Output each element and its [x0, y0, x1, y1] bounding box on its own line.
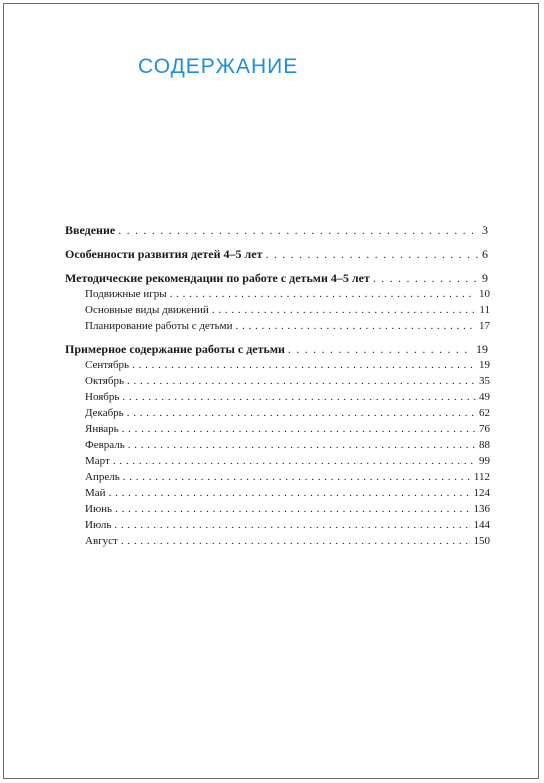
toc-page-number: 124 [473, 487, 490, 499]
dot-leader [127, 373, 476, 389]
toc-page-number: 150 [473, 535, 490, 547]
toc-page-number: 3 [482, 223, 488, 237]
toc-subentry-february[interactable] [65, 437, 490, 453]
toc-subentry-june[interactable] [65, 501, 490, 517]
toc-subentry-outdoor-games[interactable] [65, 286, 490, 302]
dot-leader [132, 357, 476, 373]
toc-page-number: 9 [482, 271, 488, 285]
dot-leader [113, 453, 476, 469]
toc-page-number: 17 [479, 320, 490, 332]
toc-entry-methodical-recommendations[interactable] [65, 270, 490, 286]
toc-page-number: 99 [479, 455, 490, 467]
toc-entry-label: Октябрь [85, 375, 124, 387]
toc-subentry-october[interactable] [65, 373, 490, 389]
toc-subentry-march[interactable] [65, 453, 490, 469]
toc-entry-label: Ноябрь [85, 391, 120, 403]
toc-entry-label: Июнь [85, 503, 113, 515]
toc-page-number: 88 [479, 439, 490, 451]
toc-entry-label: Май [85, 487, 106, 499]
toc-entry-label: Методические рекомендации по работе с детьми 4–5 лет [65, 271, 370, 285]
toc-entry-sample-content[interactable] [65, 341, 490, 357]
dot-leader [373, 270, 479, 286]
toc-entry-label: Планирование работы с детьми [85, 320, 233, 332]
dot-leader [122, 421, 476, 437]
dot-leader [288, 341, 473, 357]
dot-leader [109, 485, 471, 501]
toc-entry-label: Март [85, 455, 110, 467]
toc-entry-label: Примерное содержание работы с детьми [65, 342, 285, 356]
toc-page-number: 6 [482, 247, 488, 261]
toc-entry-label: Введение [65, 223, 116, 237]
toc-subentry-planning[interactable] [65, 318, 490, 334]
toc-entry-label: Январь [85, 423, 119, 435]
toc-subentry-september[interactable] [65, 357, 490, 373]
toc-subentry-december[interactable] [65, 405, 490, 421]
toc-subentry-april[interactable] [65, 469, 490, 485]
toc-entry-introduction[interactable] [65, 222, 490, 238]
toc-subentry-november[interactable] [65, 389, 490, 405]
toc-entry-label: Сентябрь [85, 359, 130, 371]
toc-page-number: 10 [479, 288, 490, 300]
toc-page-number: 19 [479, 359, 490, 371]
toc-page-number: 11 [479, 304, 490, 316]
dot-leader [123, 469, 471, 485]
dot-leader [114, 517, 470, 533]
toc-entry-label: Особенности развития детей 4–5 лет [65, 247, 263, 261]
toc-entry-label: Февраль [85, 439, 125, 451]
toc-subentry-august[interactable] [65, 533, 490, 549]
dot-leader [122, 389, 476, 405]
toc-page-number: 62 [479, 407, 490, 419]
page-title: СОДЕРЖАНИЕ [138, 55, 299, 78]
toc-entry-development-features[interactable] [65, 246, 490, 262]
toc-page-number: 136 [473, 503, 490, 515]
toc-entry-label: Август [85, 535, 118, 547]
toc-entry-label: Декабрь [85, 407, 124, 419]
toc-subentry-january[interactable] [65, 421, 490, 437]
toc-page-number: 76 [479, 423, 490, 435]
toc-page-number: 35 [479, 375, 490, 387]
toc-entry-label: Июль [85, 519, 112, 531]
dot-leader [212, 302, 477, 318]
dot-leader [115, 501, 470, 517]
dot-leader [236, 318, 477, 334]
table-of-contents [65, 222, 490, 549]
dot-leader [265, 246, 479, 262]
dot-leader [118, 222, 479, 238]
toc-page-number: 144 [473, 519, 490, 531]
toc-page-number: 112 [473, 471, 490, 483]
dot-leader [121, 533, 471, 549]
toc-subentry-may[interactable] [65, 485, 490, 501]
toc-entry-label: Основные виды движений [85, 304, 209, 316]
dot-leader [127, 405, 476, 421]
dot-leader [128, 437, 476, 453]
toc-subentry-july[interactable] [65, 517, 490, 533]
toc-entry-label: Подвижные игры [85, 288, 167, 300]
toc-page-number: 49 [479, 391, 490, 403]
dot-leader [170, 286, 476, 302]
toc-entry-label: Апрель [85, 471, 120, 483]
toc-subentry-basic-movements[interactable] [65, 302, 490, 318]
toc-page-number: 19 [476, 342, 488, 356]
